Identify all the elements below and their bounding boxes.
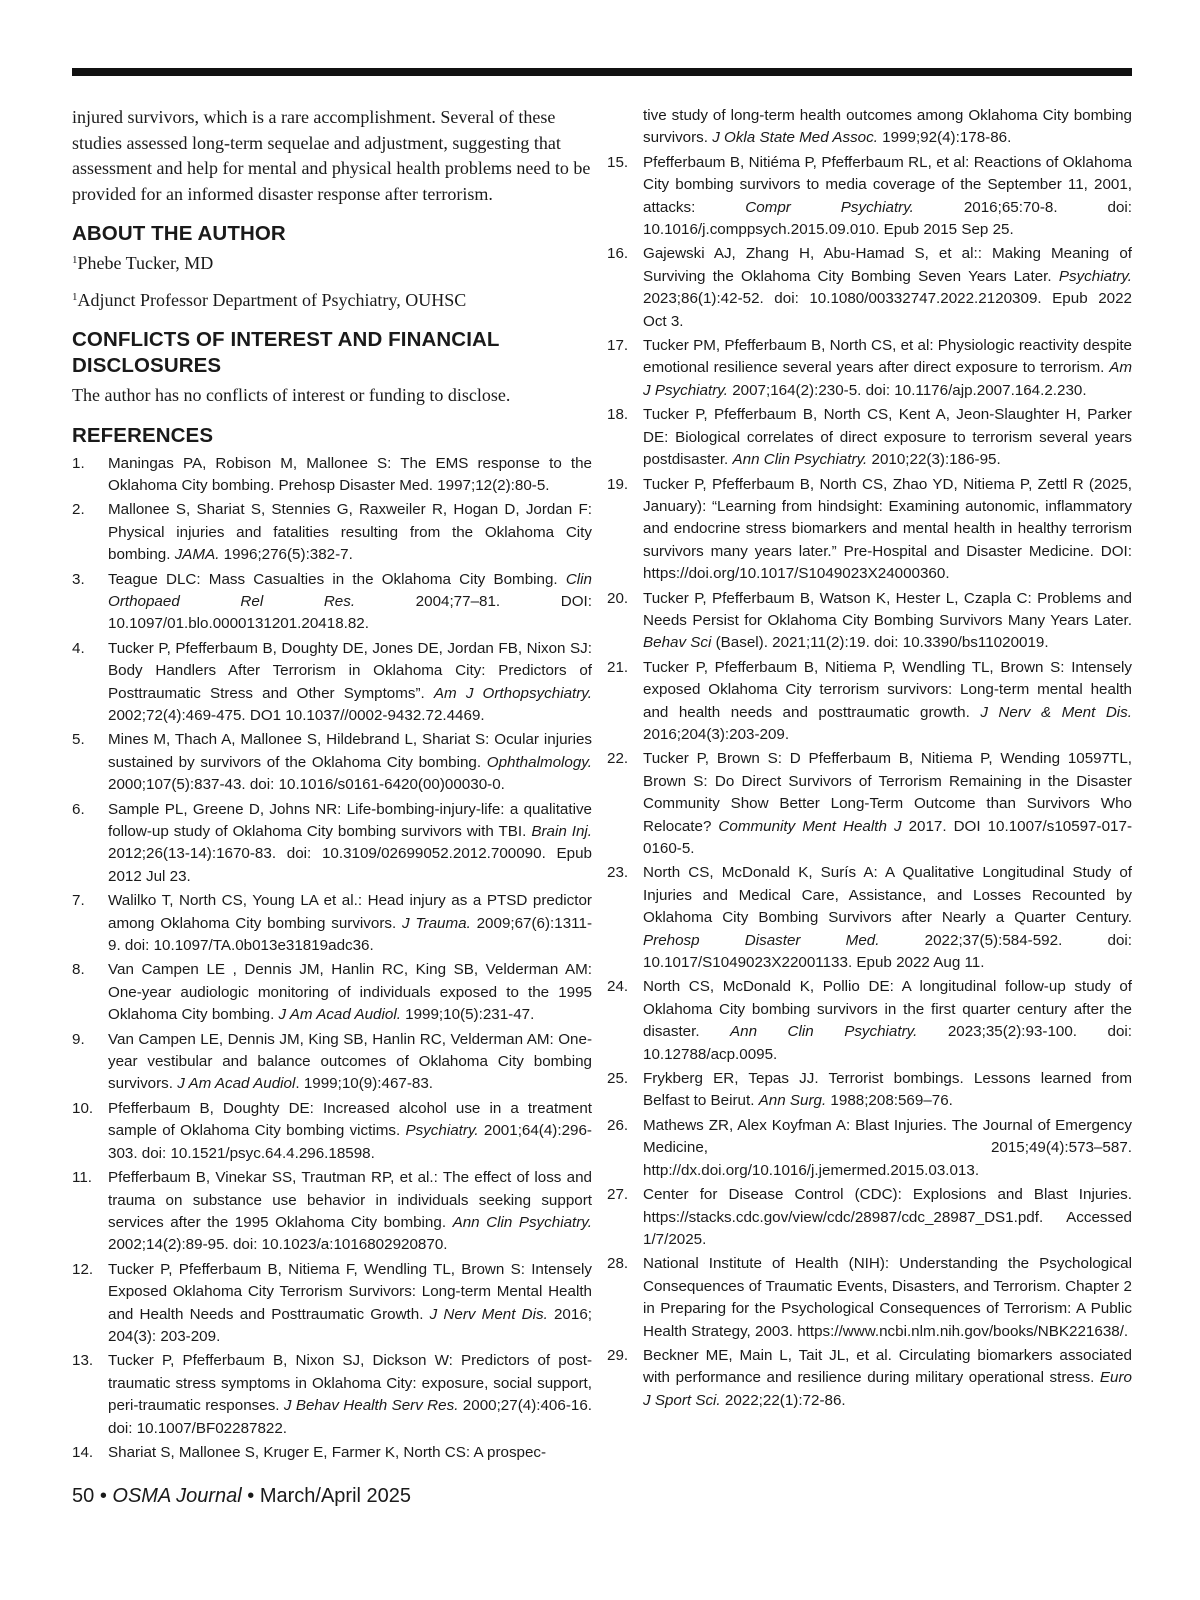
reference-number: 9. <box>72 1030 85 1048</box>
author-affiliation-text: Adjunct Professor Department of Psychiatry, OUHSC <box>77 290 467 310</box>
reference-journal: J Okla State Med Assoc. <box>712 129 878 147</box>
reference-body <box>643 588 1132 655</box>
reference-journal: J Nerv Ment Dis. <box>429 1305 548 1323</box>
reference-number: 19. <box>607 475 629 493</box>
reference-body <box>108 1167 592 1257</box>
footer-bullet: • <box>99 1485 107 1507</box>
reference-number: 6. <box>72 800 85 818</box>
reference-text: Pfefferbaum B, Nitiéma P, Pfefferbaum RL, et al: Reactions of Oklahoma City bombing survivors to media coverage of the September 11, 2001, attacks: <box>643 153 1132 216</box>
reference-details: 2017. DOI 10.1007/s10597-017-0160-5. <box>643 817 1133 857</box>
page-footer <box>72 1482 411 1510</box>
reference-item <box>607 152 1132 242</box>
reference-text: Tucker P, Pfefferbaum B, Doughty DE, Jones DE, Jordan FB, Nixon SJ: Body Handlers After Terrorism in Oklahoma City: Predictors of Posttraumatic Stress and Other Symptoms”. <box>108 639 592 702</box>
conflicts-heading: CONFLICTS OF INTEREST AND FINANCIAL DISCLOSURES <box>72 328 500 377</box>
reference-text: Pfefferbaum B, Vinekar SS, Trautman RP, et al.: The effect of loss and trauma on substance use behavior in individuals seeking support services after the 1995 Oklahoma City bombing. <box>108 1169 592 1231</box>
reference-number: 12. <box>72 1260 94 1278</box>
reference-text: Tucker P, Pfefferbaum B, Nitiema P, Wendling TL, Brown S: Intensely exposed Oklahoma City terrorism survivors: Long-term mental health and health needs and posttraumatic growth. <box>643 658 1132 721</box>
reference-journal: Psychiatry. <box>1058 267 1132 285</box>
reference-number: 29. <box>607 1346 629 1364</box>
reference-number: 24. <box>607 978 629 996</box>
references-list-left <box>72 453 592 1465</box>
reference-number: 23. <box>607 864 629 882</box>
reference-details: 1996;276(5):382-7. <box>219 546 353 564</box>
reference-details: 2002;72(4):469-475. DO1 10.1037//0002-9432.72.4469. <box>108 706 485 724</box>
reference-journal: Prehosp Disaster Med. <box>643 931 880 949</box>
reference-text: National Institute of Health (NIH): Understanding the Psychological Consequences of Traumatic Events, Disasters, and Terrorism. Chapter 2 in Preparing for the Psychological Consequences of Terrorism: A Public Health Strategy, 2003. https://www.ncbi.nlm.nih.gov/books/NBK221638/. <box>643 1255 1132 1340</box>
reference-body <box>643 474 1132 586</box>
reference-journal: Community Ment Health J <box>718 817 902 835</box>
reference-body <box>643 1068 1132 1113</box>
reference-number: 14. <box>72 1443 94 1461</box>
reference-number: 1. <box>72 454 85 472</box>
reference-item <box>72 1259 592 1349</box>
reference-text: Mathews ZR, Alex Koyfman A: Blast Injuries. The Journal of Emergency Medicine, 2015;49(4):573–587. http://dx.doi.org/10.1016/j.jemermed.2015.03.013. <box>643 1116 1132 1179</box>
reference-text: Teague DLC: Mass Casualties in the Oklahoma City Bombing. <box>108 570 566 588</box>
reference-item <box>607 976 1132 1066</box>
reference-text: North CS, McDonald K, Pollio DE: A longitudinal follow-up study of Oklahoma City bombing survivors in the first quarter century after the disaster. <box>643 978 1132 1041</box>
reference-number: 15. <box>607 153 629 171</box>
reference-body <box>643 335 1132 402</box>
journal-name: OSMA Journal <box>112 1485 242 1507</box>
reference-journal: Compr Psychiatry. <box>745 198 914 216</box>
reference-text: Sample PL, Greene D, Johns NR: Life-bombing-injury-life: a qualitative follow-up study of Oklahoma City bombing survivors with TBI. <box>108 800 592 840</box>
author-superscript: 1 <box>72 254 78 266</box>
footer-bullet: • <box>247 1485 255 1507</box>
reference-text: Shariat S, Mallonee S, Kruger E, Farmer K, North CS: A prospec- <box>108 1443 547 1461</box>
reference-details: 1999;10(5):231-47. <box>400 1006 535 1024</box>
references-heading: REFERENCES <box>72 423 214 447</box>
reference-number: 8. <box>72 961 85 979</box>
reference-body <box>643 243 1132 333</box>
reference-details: 2012;26(13-14):1670-83. doi: 10.3109/02699052.2012.700090. Epub 2012 Jul 23. <box>108 845 592 885</box>
reference-body <box>643 152 1132 242</box>
reference-item <box>72 569 592 636</box>
reference-body <box>108 1350 592 1440</box>
reference-body <box>108 729 592 796</box>
reference-details: 2009;67(6):1311-9. doi: 10.1097/TA.0b013e31819adc36. <box>108 914 592 955</box>
reference-journal: Brain Inj. <box>531 823 592 840</box>
reference-body <box>643 1115 1132 1182</box>
references-list-right <box>607 152 1133 1412</box>
reference-journal: Behav Sci <box>643 634 712 652</box>
reference-number: 3. <box>72 570 85 588</box>
about-author-heading: ABOUT THE AUTHOR <box>72 222 286 245</box>
reference-details: 2007;164(2):230-5. doi: 10.1176/ajp.2007.164.2.230. <box>727 381 1087 399</box>
reference-text: Van Campen LE, Dennis JM, King SB, Hanlin RC, Velderman AM: One-year vestibular and balance outcomes of Oklahoma City bombing survivors. <box>108 1030 592 1093</box>
reference-details: 2022;22(1):72-86. <box>720 1391 846 1409</box>
reference-text: Tucker P, Pfefferbaum B, North CS, Kent A, Jeon-Slaughter H, Parker DE: Biological correlates of direct exposure to terrorism several years postdisaster. <box>643 406 1132 469</box>
reference-body <box>643 748 1132 860</box>
reference-details: 2010;22(3):186-95. <box>867 451 1001 469</box>
reference-journal: Ophthalmology. <box>486 753 592 771</box>
reference-details: 2023;86(1):42-52. doi: 10.1080/00332747.2022.2120309. Epub 2022 Oct 3. <box>643 290 1132 330</box>
reference-details: 2016; 204(3): 203-209. <box>108 1305 592 1345</box>
reference-text: Walilko T, North CS, Young LA et al.: Head injury as a PTSD predictor among Oklahoma City bombing survivors. <box>108 892 592 932</box>
reference-body <box>108 959 592 1026</box>
reference-item <box>607 1253 1132 1343</box>
reference-number: 28. <box>607 1255 629 1273</box>
reference-details: 1988;208:569–76. <box>826 1092 953 1110</box>
reference-number: 5. <box>72 731 85 749</box>
reference-body <box>108 453 592 498</box>
reference-journal: Ann Clin Psychiatry. <box>452 1213 592 1231</box>
reference-item <box>607 243 1132 333</box>
reference-details: 2023;35(2):93-100. doi: 10.12788/acp.0095. <box>643 1023 1132 1063</box>
reference-text: Maningas PA, Robison M, Mallonee S: The EMS response to the Oklahoma City bombing. Prehosp Disaster Med. 1997;12(2):80-5. <box>108 454 592 494</box>
reference-details: . 1999;10(9):467-83. <box>295 1075 434 1093</box>
reference-text: Tucker P, Pfefferbaum B, Nixon SJ, Dickson W: Predictors of post-traumatic stress symptoms in Oklahoma City: exposure, social support, peri-traumatic responses. <box>108 1352 592 1415</box>
reference-item <box>72 890 592 957</box>
reference-details: 2002;14(2):89-95. doi: 10.1023/a:1016802920870. <box>108 1236 448 1254</box>
reference-body <box>108 1259 592 1349</box>
reference-text: North CS, McDonald K, Surís A: A Qualitative Longitudinal Study of Injuries and Medical Care, Assistance, and Losses Recounted by Oklahoma City Bombing Survivors after Nearly a Quarter Century. <box>643 864 1132 927</box>
reference-item <box>607 657 1132 747</box>
reference-text: Tucker P, Pfefferbaum B, Watson K, Hester L, Czapla C: Problems and Needs Persist for Oklahoma City Bombing Survivors Many Years Later. <box>643 589 1132 629</box>
reference-body <box>643 1253 1132 1343</box>
reference-item <box>72 1167 592 1257</box>
reference-journal: J Am Acad Audiol <box>177 1075 296 1093</box>
reference-body <box>108 1098 592 1165</box>
reference-text: Gajewski AJ, Zhang H, Abu-Hamad S, et al:: Making Meaning of Surviving the Oklahoma City Bombing Seven Years Later. <box>643 245 1132 285</box>
reference-number: 22. <box>607 750 629 768</box>
reference-number: 27. <box>607 1186 629 1204</box>
reference-body <box>108 1029 592 1096</box>
reference-item <box>607 1115 1132 1182</box>
left-column <box>72 105 592 1466</box>
reference-body <box>643 1345 1132 1412</box>
reference-item <box>607 1068 1132 1113</box>
reference-details: 2004;77–81. DOI: 10.1097/01.blo.0000131201.20418.82. <box>108 592 592 633</box>
reference-item <box>72 453 592 498</box>
reference-body <box>108 499 592 566</box>
top-rule <box>72 68 1132 76</box>
reference-number: 21. <box>607 658 629 676</box>
reference-text: Tucker P, Pfefferbaum B, North CS, Zhao YD, Nitiema P, Zettl R (2025, January): “Learning from hindsight: Examining autonomic, inflammatory and endocrine stress biomarkers and mental health in healthy terrorism survivors many years later.” Pre-Hospital and Disaster Medicine. DOI: https://doi.org/10.1017/S1049023X24000360. <box>643 475 1132 583</box>
reference-number: 11. <box>72 1169 92 1187</box>
reference-number: 20. <box>607 589 629 607</box>
reference-item <box>72 1442 592 1464</box>
reference-details: 2000;27(4):406-16. doi: 10.1007/BF02287822. <box>108 1397 592 1437</box>
reference-journal: J Nerv & Ment Dis. <box>980 703 1132 721</box>
reference-text: Mallonee S, Shariat S, Stennies G, Raxweiler R, Hogan D, Jordan F: Physical injuries and fatalities resulting from the Oklahoma City bombing. <box>108 501 592 564</box>
reference-text: Tucker P, Pfefferbaum B, Nitiema F, Wendling TL, Brown S: Intensely Exposed Oklahoma City Terrorism Survivors: Long-term Mental Health and Health Needs and Posttraumatic Growth. <box>108 1260 592 1323</box>
reference-item <box>72 1029 592 1096</box>
reference-body <box>108 1442 592 1464</box>
reference-item <box>72 638 592 728</box>
reference-journal: Am J Psychiatry. <box>643 359 1132 399</box>
reference-details: 2016;204(3):203-209. <box>643 725 790 743</box>
reference-number: 4. <box>72 639 85 657</box>
reference-number: 10. <box>72 1099 94 1117</box>
reference-text: Pfefferbaum B, Doughty DE: Increased alcohol use in a treatment sample of Oklahoma City bombing victims. <box>108 1099 592 1140</box>
reference-text: Center for Disease Control (CDC): Explosions and Blast Injuries. https://stacks.cdc.gov/view/cdc/28987/cdc_28987_DS1.pdf. Accessed 1/7/2025. <box>643 1186 1132 1248</box>
reference-item <box>72 1098 592 1165</box>
reference-journal: Am J Orthopsychiatry. <box>433 684 592 702</box>
issue-date: March/April 2025 <box>259 1485 412 1507</box>
reference-number: 26. <box>607 1116 629 1134</box>
reference-details: (Basel). 2021;11(2):19. doi: 10.3390/bs11020019. <box>711 634 1049 652</box>
reference-body <box>108 890 592 957</box>
conflicts-text: The author has no conflicts of interest or funding to disclose. <box>72 385 511 405</box>
reference-body <box>643 657 1132 747</box>
reference-journal: Euro J Sport Sci. <box>643 1369 1132 1409</box>
reference-item <box>607 1184 1132 1251</box>
reference-journal: Ann Clin Psychiatry. <box>730 1023 918 1041</box>
reference-journal: J Trauma. <box>402 914 471 932</box>
reference-details: 2000;107(5):837-43. doi: 10.1016/s0161-6420(00)00030-0. <box>108 776 505 794</box>
reference-text: Mines M, Thach A, Mallonee S, Hildebrand L, Shariat S: Ocular injuries sustained by survivors of the Oklahoma City bombing. <box>108 731 592 771</box>
reference-journal: Ann Surg. <box>758 1092 827 1110</box>
reference-body <box>108 799 592 889</box>
reference-item <box>72 799 592 889</box>
reference-item <box>72 729 592 796</box>
reference-14-continuation <box>625 105 1132 150</box>
reference-details: 2016;65:70-8. doi: 10.1016/j.comppsych.2015.09.010. Epub 2015 Sep 25. <box>643 198 1132 239</box>
reference-number: 16. <box>607 245 629 263</box>
reference-item <box>607 1345 1132 1412</box>
reference-item <box>607 404 1132 471</box>
reference-journal: J Am Acad Audiol. <box>278 1006 401 1024</box>
page-number: 50 <box>72 1485 95 1507</box>
reference-item <box>607 335 1132 402</box>
reference-item <box>72 499 592 566</box>
reference-number: 7. <box>72 892 85 910</box>
reference-body <box>108 569 592 636</box>
reference-journal: Ann Clin Psychiatry. <box>732 451 868 469</box>
reference-item <box>607 588 1132 655</box>
reference-details: 2022;37(5):584-592. doi: 10.1017/S1049023X22001133. Epub 2022 Aug 11. <box>643 931 1132 972</box>
reference-body <box>643 976 1132 1066</box>
reference-journal: Psychiatry. <box>405 1122 479 1140</box>
reference-number: 13. <box>72 1352 94 1370</box>
author-name <box>72 251 592 276</box>
reference-number: 18. <box>607 406 629 424</box>
right-column <box>607 105 1133 1414</box>
reference-number: 17. <box>607 337 629 355</box>
author-name-text: Phebe Tucker, MD <box>77 253 214 273</box>
affiliation-superscript: 1 <box>72 291 78 303</box>
reference-item <box>72 959 592 1026</box>
reference-body <box>643 404 1132 471</box>
reference-journal: JAMA. <box>174 546 220 564</box>
reference-details: 1999;92(4):178-86. <box>877 129 1012 147</box>
reference-details: 2001;64(4):296-303. doi: 10.1521/psyc.64.4.296.18598. <box>108 1122 592 1162</box>
reference-number: 25. <box>607 1070 629 1088</box>
reference-item <box>607 862 1132 974</box>
reference-text: Tucker PM, Pfefferbaum B, North CS, et al: Physiologic reactivity despite emotional resilience several years after direct exposure to terrorism. <box>643 337 1132 377</box>
reference-item <box>607 474 1132 586</box>
intro-paragraph: injured survivors, which is a rare accomplishment. Several of these studies assessed long-term sequelae and adjustment, suggesting that assessment and help for mental and physical health problems need to be provided for an informed disaster response after terrorism. <box>72 107 591 204</box>
reference-text: tive study of long-term health outcomes among Oklahoma City bombing survivors. <box>643 107 1132 147</box>
reference-text: Tucker P, Brown S: D Pfefferbaum B, Nitiema P, Wending 10597TL, Brown S: Do Direct Survivors of Terrorism Remaining in the Disaster Community Show Better Long-Term Outcome than Survivors Who Relocate? <box>643 750 1132 835</box>
reference-item <box>72 1350 592 1440</box>
reference-journal: Clin Orthopaed Rel Res. <box>108 570 592 610</box>
author-affiliation <box>72 288 592 313</box>
reference-item <box>607 748 1133 860</box>
reference-text: Frykberg ER, Tepas JJ. Terrorist bombings. Lessons learned from Belfast to Beirut. <box>643 1070 1132 1110</box>
reference-text: Beckner ME, Main L, Tait JL, et al. Circulating biomarkers associated with performance and resilience during military operational stress. <box>643 1346 1132 1387</box>
reference-body <box>643 1184 1132 1251</box>
reference-body <box>108 638 592 728</box>
reference-body <box>643 862 1132 974</box>
reference-journal: J Behav Health Serv Res. <box>283 1397 459 1415</box>
reference-text: Van Campen LE , Dennis JM, Hanlin RC, King SB, Velderman AM: One-year audiologic monitoring of individuals exposed to the 1995 Oklahoma City bombing. <box>108 961 592 1024</box>
reference-number: 2. <box>72 501 85 519</box>
